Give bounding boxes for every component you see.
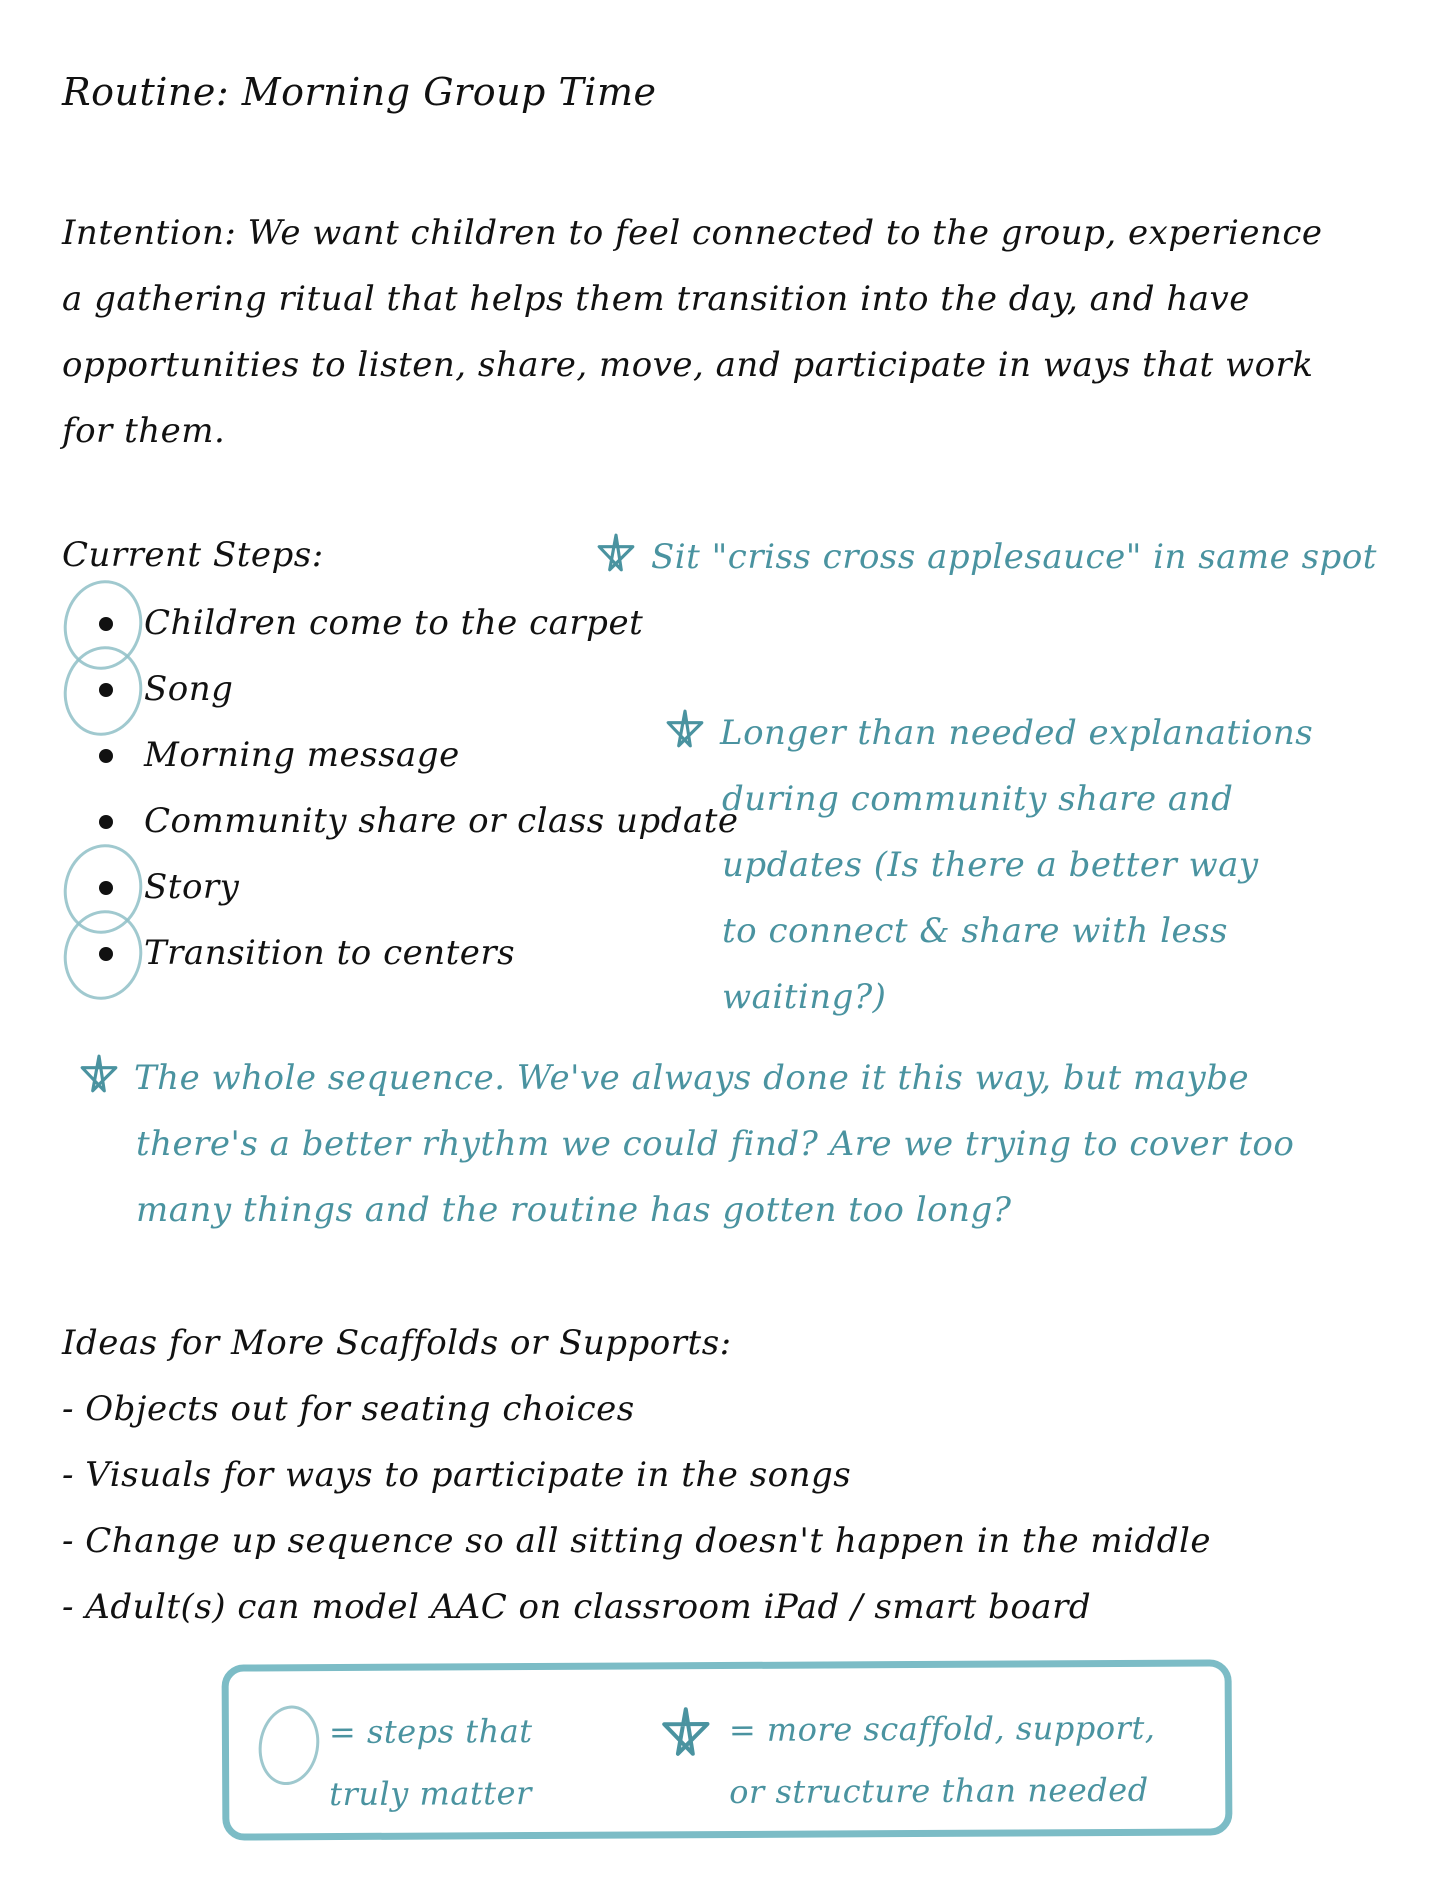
ideas-heading: Ideas for More Scaffolds or Supports: xyxy=(62,1323,732,1363)
bullet-icon xyxy=(99,947,113,961)
idea-item: - Adult(s) can model AAC on classroom iPad / smart board xyxy=(62,1587,1092,1627)
annotation-text: Sit "criss cross applesauce" in same spot xyxy=(651,537,1377,577)
idea-item: - Visuals for ways to participate in the songs xyxy=(62,1455,852,1495)
step-item xyxy=(62,590,739,656)
step-label: Song xyxy=(144,669,234,709)
annotation-line: waiting?) xyxy=(722,977,887,1017)
legend-circle-text xyxy=(329,1700,533,1825)
annotation-explanations xyxy=(722,700,1313,1030)
step-label: Children come to the carpet xyxy=(144,603,644,643)
intention-line: Intention: We want children to feel connected to the group, experience xyxy=(62,213,1323,253)
annotation-line: many things and the routine has gotten too long? xyxy=(136,1190,1012,1230)
intention-line: opportunities to listen, share, move, and participate in ways that work xyxy=(62,345,1314,385)
intention-paragraph xyxy=(62,200,1362,464)
legend-line: truly matter xyxy=(329,1774,532,1814)
legend-box xyxy=(222,1659,1233,1840)
idea-item: - Change up sequence so all sitting doesn't happen in the middle xyxy=(62,1521,1212,1561)
step-item xyxy=(62,656,739,722)
annotation-line: updates (Is there a better way xyxy=(722,845,1259,885)
legend-line: = steps that xyxy=(328,1712,533,1752)
step-label: Community share or class update xyxy=(144,801,739,841)
star-icon xyxy=(664,706,706,748)
annotation-whole-sequence xyxy=(78,1045,1294,1243)
step-label: Transition to centers xyxy=(144,933,516,973)
circle-mark-icon xyxy=(253,1701,326,1790)
current-steps-list xyxy=(62,590,739,986)
page-title: Routine: Morning Group Time xyxy=(62,70,657,114)
step-item xyxy=(62,920,739,986)
annotation-line: during community share and xyxy=(722,779,1234,819)
bullet-icon xyxy=(99,881,113,895)
step-label: Morning message xyxy=(144,735,460,775)
step-item xyxy=(62,722,739,788)
annotation-line: there's a better rhythm we could find? Are we trying to cover too xyxy=(136,1124,1295,1164)
bullet-icon xyxy=(99,617,113,631)
intention-line: for them. xyxy=(62,411,226,451)
step-label: Story xyxy=(144,867,240,907)
annotation-seating xyxy=(595,532,1377,577)
legend-line: = more scaffold, support, xyxy=(728,1708,1156,1749)
bullet-icon xyxy=(99,683,113,697)
star-icon xyxy=(78,1051,120,1093)
idea-item: - Objects out for seating choices xyxy=(62,1389,635,1429)
bullet-icon xyxy=(99,749,113,763)
step-item xyxy=(62,854,739,920)
ideas-section xyxy=(62,1310,1211,1640)
current-steps-heading: Current Steps: xyxy=(62,535,324,575)
annotation-line: to connect & share with less xyxy=(722,911,1228,951)
legend-star-text xyxy=(729,1697,1156,1823)
star-icon xyxy=(595,532,637,574)
annotation-line: Longer than needed explanations xyxy=(720,713,1314,753)
step-item xyxy=(62,788,739,854)
annotation-line: The whole sequence. We've always done it this way, but maybe xyxy=(134,1058,1250,1098)
star-icon xyxy=(659,1705,713,1759)
intention-line: a gathering ritual that helps them transition into the day, and have xyxy=(62,279,1250,319)
bullet-icon xyxy=(99,815,113,829)
legend-line: or structure than needed xyxy=(729,1770,1149,1811)
